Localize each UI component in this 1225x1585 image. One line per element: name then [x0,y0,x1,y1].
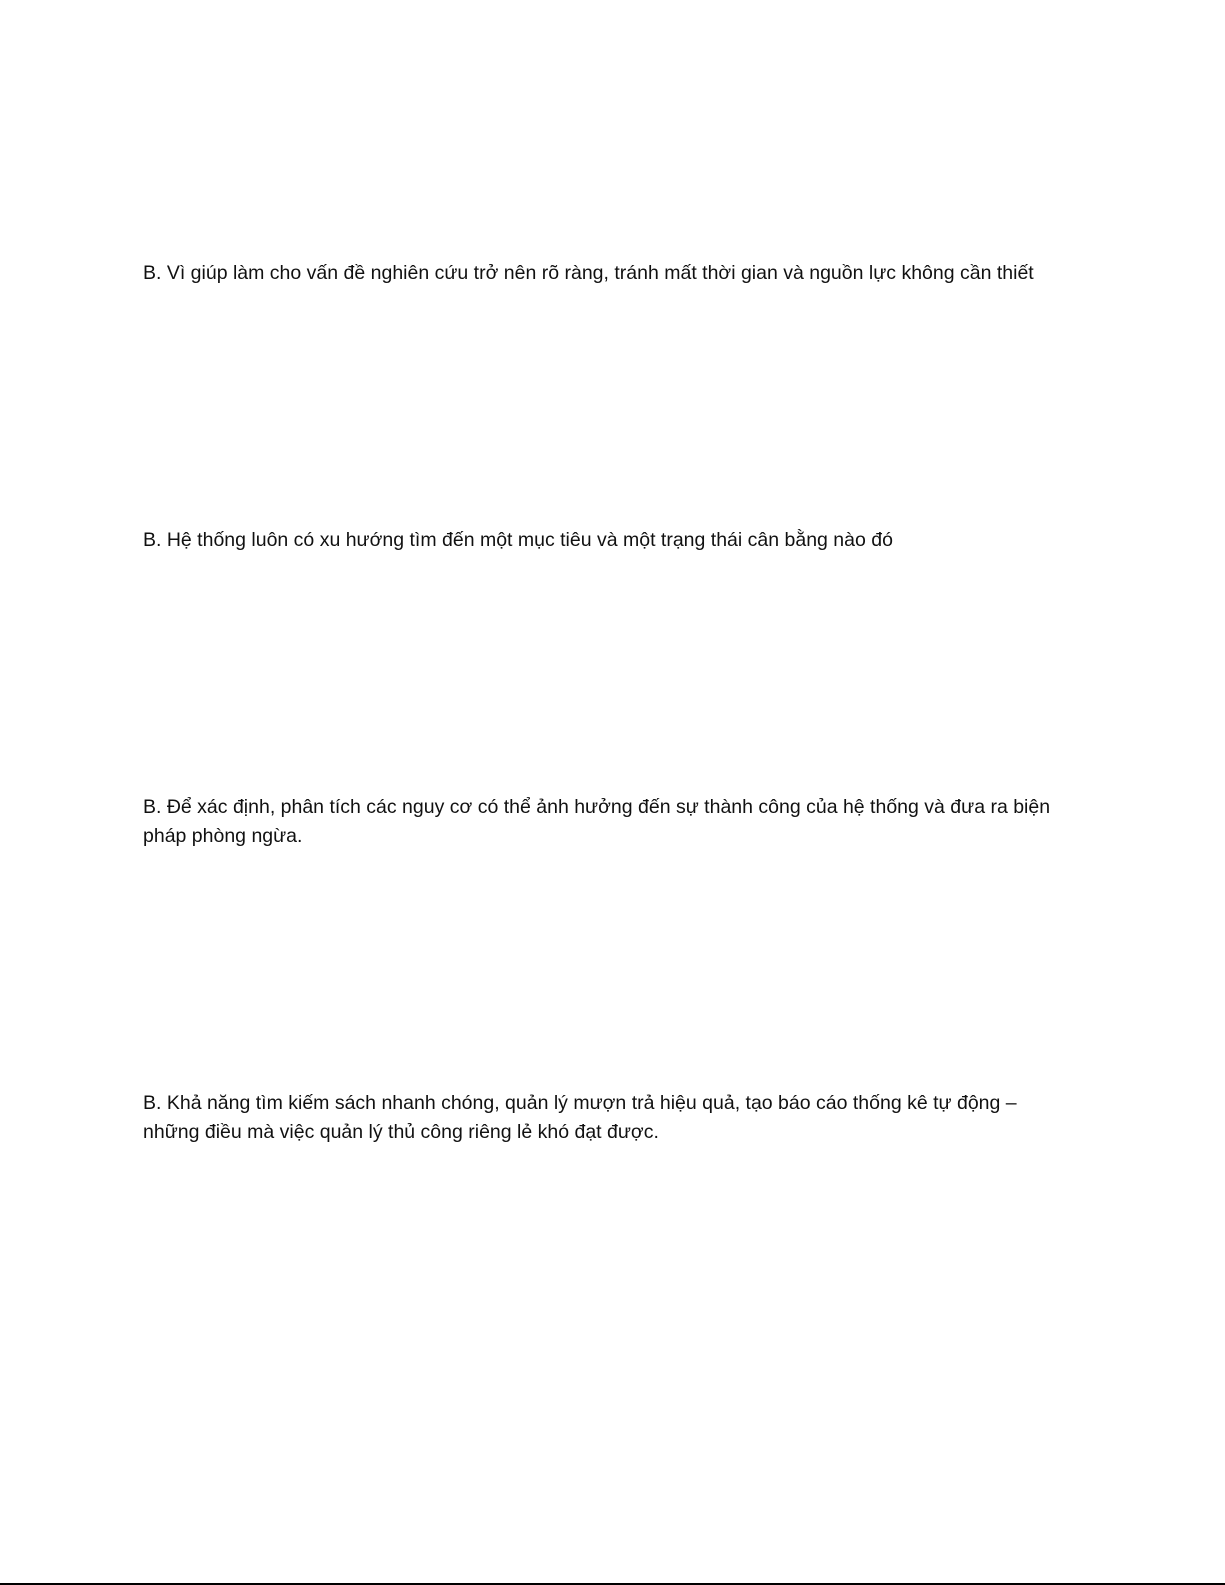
answer-1: B. Vì giúp làm cho vấn đề nghiên cứu trở nên rõ ràng, tránh mất thời gian và nguồn lực không cần thiết [143,262,1034,284]
answer-3: B. Để xác định, phân tích các nguy cơ có thể ảnh hưởng đến sự thành công của hệ thống và đưa ra biện pháp phòng ngừa. [143,796,1051,847]
answer-4: B. Khả năng tìm kiếm sách nhanh chóng, quản lý mượn trả hiệu quả, tạo báo cáo thống kê tự động – những điều mà việc quản lý thủ công riêng lẻ khó đạt được. [143,1092,1017,1143]
answer-2: B. Hệ thống luôn có xu hướng tìm đến một mục tiêu và một trạng thái cân bằng nào đó [143,529,893,551]
